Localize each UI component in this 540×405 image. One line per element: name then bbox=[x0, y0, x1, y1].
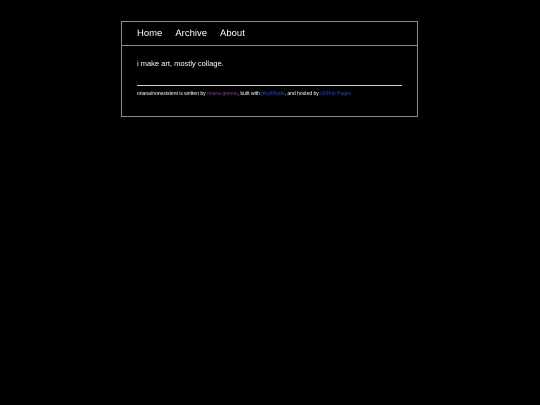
page-container bbox=[121, 21, 418, 117]
main-content bbox=[122, 46, 417, 97]
footer-author-link[interactable]: oriana grenier bbox=[207, 90, 238, 97]
top-nav bbox=[122, 22, 417, 46]
footer-built-text: , built with bbox=[237, 90, 260, 97]
footer-divider bbox=[137, 85, 402, 86]
nav-home-link[interactable]: Home bbox=[137, 27, 163, 39]
footer-hosted-text: , and hosted by bbox=[284, 90, 319, 97]
footer-site-text: oriana/nonexistent is written by bbox=[137, 90, 206, 97]
intro-text: i make art, mostly collage. bbox=[137, 59, 224, 68]
footer-builder-link[interactable]: jekyll/hyde bbox=[261, 90, 285, 97]
footer-host-link[interactable]: GitHub Pages bbox=[320, 90, 352, 97]
nav-about-link[interactable]: About bbox=[220, 27, 245, 39]
nav-archive-link[interactable]: Archive bbox=[175, 27, 208, 39]
footer bbox=[137, 92, 402, 97]
